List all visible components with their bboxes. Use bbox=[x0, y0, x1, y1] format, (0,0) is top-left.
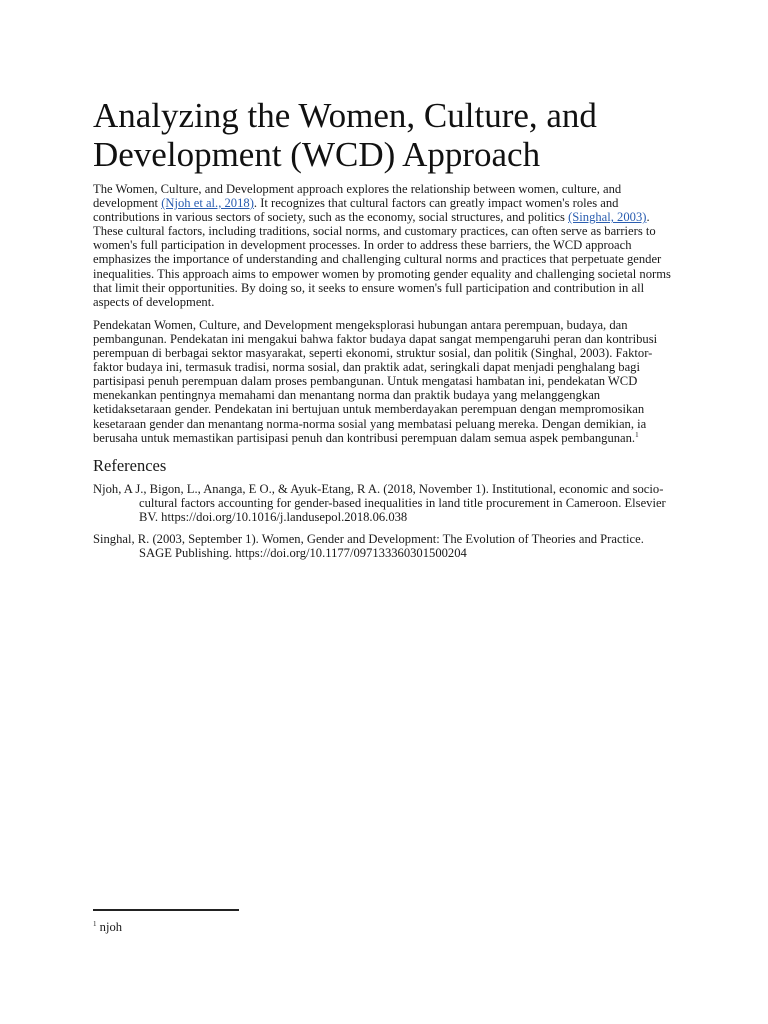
english-paragraph bbox=[93, 182, 677, 309]
footnote-marker: 1 bbox=[93, 919, 97, 928]
indonesian-paragraph bbox=[93, 318, 677, 445]
paragraph-text: . It recognizes that cultural factors can greatly impact women's roles and contributions in various sectors of society, such as the economy, social structures, and politics bbox=[93, 196, 619, 225]
references-heading: References bbox=[93, 455, 167, 475]
document-page bbox=[93, 96, 677, 568]
paragraph-text: Pendekatan Women, Culture, and Development mengeksplorasi hubungan antara perempuan, budaya, dan pembangunan. Pendekatan ini mengakui bahwa faktor budaya dapat sangat mempengaruhi peran dan kontribusi perempuan di berbagai sektor masyarakat, seperti ekonomi, struktur sosial, dan politik (Singhal, 2003). Faktor-faktor budaya ini, termasuk tradisi, norma sosial, dan praktik adat, seringkali dapat menjadi penghalang bagi partisipasi penuh perempuan dalam proses pembangunan. Untuk mengatasi hambatan ini, pendekatan WCD menekankan pentingnya memahami dan menantang norma dan praktik budaya yang melanggengkan ketidaksetaraan gender. Pendekatan ini bertujuan untuk memberdayakan perempuan dengan mempromosikan kesetaraan gender dan menantang norma-norma sosial yang membatasi peluang mereka. Dengan demikian, ia berusaha untuk memastikan partisipasi penuh dan kontribusi perempuan dalam semua aspek pembangunan. bbox=[93, 317, 658, 445]
document-title: Analyzing the Women, Culture, and Development (WCD) Approach bbox=[93, 96, 597, 174]
reference-item: Njoh, A J., Bigon, L., Ananga, E O., & Ayuk-Etang, R A. (2018, November 1). Institutional, economic and socio-cultural factors accounting for gender-based inequalities in land title procurement in Cameroon. Elsevier BV. https://doi.org/10.1016/j.landusepol.2018.06.038 bbox=[93, 481, 666, 524]
citation-link-singhal[interactable]: (Singhal, 2003) bbox=[568, 210, 647, 225]
footnote-reference[interactable]: 1 bbox=[635, 430, 639, 439]
paragraph-text: . These cultural factors, including traditions, social norms, and customary practices, can often serve as barriers to women's full participation in development processes. In order to address these barriers, the WCD approach emphasizes the importance of understanding and challenging cultural norms and practices that perpetuate gender inequalities. This approach aims to empower women by promoting gender equality and challenging societal norms that limit their opportunities. By doing so, it seeks to ensure women's full participation and contribution in all aspects of development. bbox=[93, 210, 671, 309]
citation-link-njoh[interactable]: (Njoh et al., 2018) bbox=[161, 196, 254, 211]
footnote-separator bbox=[93, 909, 239, 911]
footnote bbox=[93, 920, 122, 934]
paragraph-text: The Women, Culture, and Development approach explores the relationship between women, culture, and development bbox=[93, 182, 622, 211]
reference-item: Singhal, R. (2003, September 1). Women, Gender and Development: The Evolution of Theories and Practice. SAGE Publishing. https://doi.org/10.1177/097133360301500204 bbox=[93, 531, 644, 561]
footnote-text: njoh bbox=[96, 920, 123, 934]
